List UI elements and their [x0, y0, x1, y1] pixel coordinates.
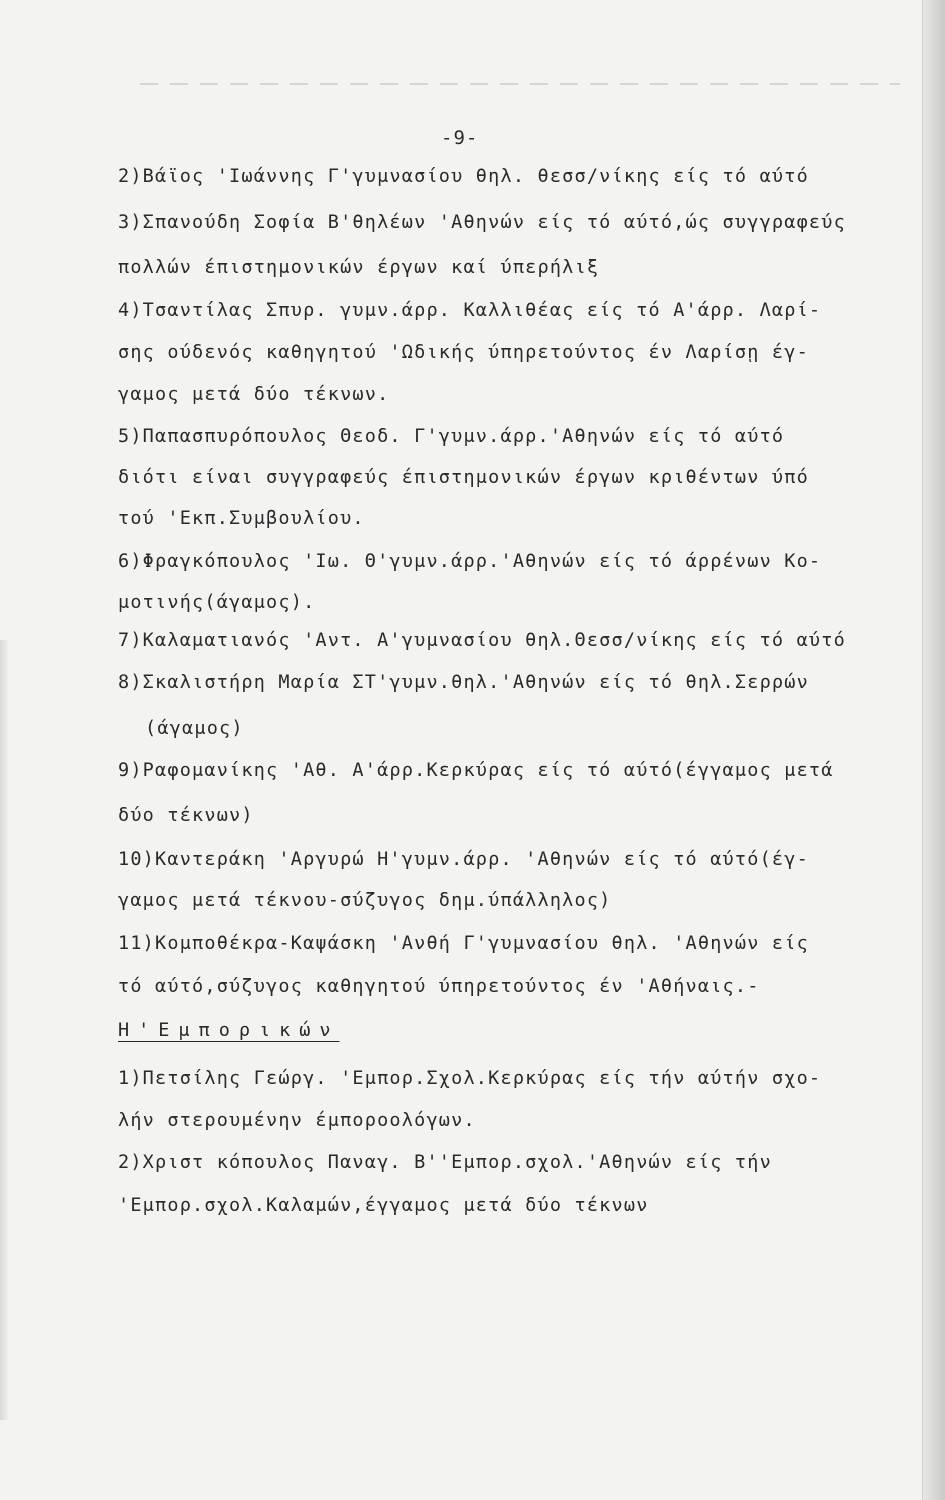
text-line: 1)Πετσίλης Γεώργ. 'Εμπορ.Σχολ.Κερκύρας είς τήν αύτήν σχο- [118, 1068, 822, 1089]
text-line: 'Εμπορ.σχολ.Καλαμών,έγγαμος μετά δύο τέκνων [118, 1195, 649, 1216]
page-shadow [0, 640, 8, 1420]
text-line: λήν στερουμένην έμποροολόγων. [118, 1110, 476, 1131]
text-line: σης ούδενός καθηγητού 'Ωδικής ύπηρετούντος έν Λαρίσῃ έγ- [118, 342, 809, 363]
text-line: 5)Παπασπυρόπουλος Θεοδ. Γ'γυμν.άρρ.'Αθηνών είς τό αύτό [118, 426, 785, 447]
binding-edge [922, 0, 945, 1500]
text-line: 4)Τσαντίλας Σπυρ. γυμν.άρρ. Καλλιθέας είς τό Α'άρρ. Λαρί- [118, 300, 822, 321]
text-line: τού 'Εκπ.Συμβουλίου. [118, 508, 365, 529]
text-line: μοτινής(άγαμος). [118, 592, 316, 613]
text-line: 9)Ραφομανίκης 'Αθ. Α'άρρ.Κερκύρας είς τό αύτό(έγγαμος μετά [118, 760, 834, 781]
text-line: 8)Σκαλιστήρη Μαρία ΣΤ'γυμν.θηλ.'Αθηνών είς τό θηλ.Σερρών [118, 672, 809, 693]
text-line: γαμος μετά δύο τέκνων. [118, 384, 390, 405]
text-line: τό αύτό,σύζυγος καθηγητού ύπηρετούντος έν 'Αθήναις.- [118, 976, 760, 997]
text-line: 10)Καντεράκη 'Αργυρώ Η'γυμν.άρρ. 'Αθηνών είς τό αύτό(έγ- [118, 849, 809, 870]
text-line: 3)Σπανούδη Σοφία Β'θηλέων 'Αθηνών είς τό αύτό,ώς συγγραφεύς [118, 212, 846, 233]
text-line: 6)Φραγκόπουλος 'Ιω. Θ'γυμν.άρρ.'Αθηνών είς τό άρρένων Κο- [118, 551, 822, 572]
text-line: πολλών έπιστημονικών έργων καί ύπερήλιξ [118, 257, 600, 278]
text-line: γαμος μετά τέκνου-σύζυγος δημ.ύπάλληλος) [118, 890, 612, 911]
page-number: -9- [441, 127, 479, 149]
text-line: 7)Καλαματιανός 'Αντ. Α'γυμνασίου θηλ.Θεσσ/νίκης είς τό αύτό [118, 630, 846, 651]
section-heading: Η'Εμπορικών [118, 1020, 340, 1041]
text-line: (άγαμος) [145, 718, 244, 739]
text-line: 11)Κομποθέκρα-Καψάσκη 'Ανθή Γ'γυμνασίου θηλ. 'Αθηνών είς [118, 933, 809, 954]
text-line: 2)Χριστ κόπουλος Παναγ. Β''Εμπορ.σχολ.'Αθηνών είς τήν [118, 1152, 772, 1173]
top-rule [140, 83, 900, 85]
text-line: 2)Βάϊος 'Ιωάννης Γ'γυμνασίου θηλ. θεσσ/νίκης είς τό αύτό [118, 166, 809, 187]
text-line: διότι είναι συγγραφεύς έπιστημονικών έργων κριθέντων ύπό [118, 467, 809, 488]
text-line: δύο τέκνων) [118, 805, 254, 826]
